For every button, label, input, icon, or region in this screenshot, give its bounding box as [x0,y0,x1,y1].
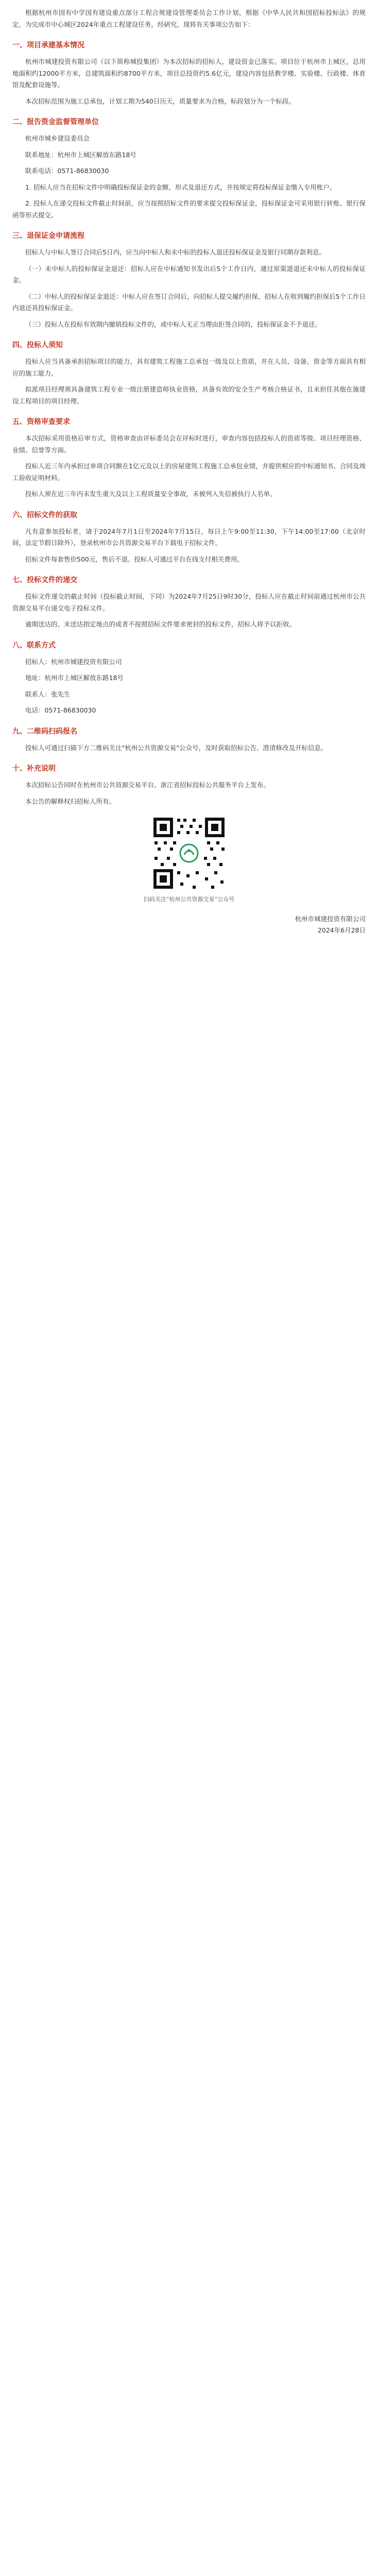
section-paragraph: 联系地址：杭州市上城区解放东路18号 [25,150,136,159]
section-paragraph: 本次招标公告同时在杭州市公共资源交易平台、浙江省招标投标公共服务平台上发布。 [25,781,270,789]
section-paragraph: 地址：杭州市上城区解放东路18号 [25,674,124,682]
section-paragraph: 电话：0571-86830030 [25,706,96,714]
section-paragraph: 2. 投标人在递交投标文件截止时间前，应当按照招标文件的要求提交投标保证金，投标保证金可采用银行转账、银行保函等形式提交。 [12,199,366,219]
section-paragraph: （二）中标人的投标保证金退还：中标人应在签订合同后，向招标人提交履约担保，招标人在收到履约担保后5个工作日内退还其投标保证金。 [12,292,366,312]
section-paragraph: 杭州市城建投资有限公司（以下简称城投集团）为本次招标的招标人，建设资金已落实。项目位于杭州市上城区，总用地面积约12000平方米，总建筑面积约8700平方米，项目总投资约5.6亿元，建设内容包括教学楼、实验楼、行政楼、体育馆及配套设施等。 [12,58,366,89]
section-heading: 二、报告资金监督管理单位 [12,118,99,126]
section-paragraph: 杭州市城乡建设委员会 [25,134,90,142]
qr-caption: 扫码关注“杭州公共资源交易”公众号 [143,896,235,903]
section-paragraph: 投标文件递交的截止时间（投标截止时间，下同）为2024年7月25日9时30分，投标人应在截止时间前通过杭州市公共资源交易平台递交电子投标文件。 [12,592,366,612]
section-heading: 五、资格审查要求 [12,418,70,426]
qr-block [138,815,240,903]
intro-paragraph: 根据杭州市国有中学国有建设重点部分工程合规建设管理委员会工作计划，根据《中华人民共和国招标投标法》的规定，为完成市中心城区2024年重点工程建设任务，经研究，现将有关事项公告如下： [12,9,366,28]
section-paragraph: 投标人须在近三年内未发生重大及以上工程质量安全事故，未被列入失信被执行人名单。 [25,490,277,498]
section-paragraph: 逾期送达的、未送达指定地点的或者不按照招标文件要求密封的投标文件，招标人将予以拒收。 [25,620,296,628]
section-paragraph: 拟派项目经理须具备建筑工程专业一级注册建造师执业资格，具备有效的安全生产考核合格证书，且未担任其他在施建设工程项目的项目经理。 [12,385,366,405]
section-paragraph: 招标文件每套售价500元，售后不退。投标人可通过平台在线支付相关费用。 [25,555,244,563]
footer-org: 杭州市城建投资有限公司 [295,915,366,923]
section-paragraph: （三）投标人在投标有效期内撤销投标文件的，或中标人无正当理由拒签合同的，投标保证金不予退还。 [25,320,322,328]
section-heading: 一、项目承建基本情况 [12,41,84,49]
section-paragraph: 本公告的解释权归招标人所有。 [25,797,116,805]
section-heading: 八、联系方式 [12,641,56,650]
document-footer [12,913,366,936]
section-paragraph: 招标人与中标人签订合同后5日内，应当向中标人和未中标的投标人退还投标保证金及银行同期存款利息。 [25,248,325,256]
qr-code-icon [150,815,228,892]
section-heading: 六、招标文件的获取 [12,511,77,519]
section-paragraph: 本次招标采用资格后审方式，资格审查由评标委员会在评标时进行，审查内容包括投标人的资质等级、项目经理资格、业绩、信誉等方面。 [12,434,366,454]
section-paragraph: 投标人可通过扫描下方二维码关注"杭州公共资源交易"公众号，及时获取招标公告、澄清修改及开标信息。 [25,743,328,752]
section-heading: 三、退保证金申请流程 [12,232,84,240]
section-paragraph: 招标人：杭州市城建投资有限公司 [25,657,122,666]
section-paragraph: 凡有意参加投标者，请于2024年7月1日至2024年7月15日，每日上午9:00至11:30，下午14:00至17:00（北京时间，法定节假日除外），登录杭州市公共资源交易平台下载电子招标文件。 [12,527,366,547]
section-heading: 四、投标人须知 [12,341,63,349]
section-paragraph: 投标人应当具备承担招标项目的能力，具有建筑工程施工总承包一级及以上资质，并在人员、设备、资金等方面具有相应的施工能力。 [12,358,366,377]
section-paragraph: 本次招标范围为施工总承包，计划工期为540日历天，质量要求为合格，标段划分为一个标段。 [25,97,295,105]
section-heading: 十、补充说明 [12,765,56,773]
section-paragraph: 联系电话：0571-86830030 [25,167,109,175]
section-paragraph: 投标人近三年内承担过单项合同额在1亿元及以上的房屋建筑工程施工总承包业绩，并提供相应的中标通知书、合同及竣工验收证明材料。 [12,462,366,482]
footer-date: 2024年6月28日 [317,926,366,934]
section-heading: 九、二维码扫码报名 [12,727,77,736]
section-heading: 七、投标文件的递交 [12,576,77,584]
section-paragraph: （一）未中标人的投标保证金退还：招标人应在中标通知书发出后5个工作日内，通过原渠道退还未中标人的投标保证金。 [12,264,366,284]
section-paragraph: 1. 招标人应当在招标文件中明确投标保证金的金额、形式及退还方式，并按规定将投标保证金缴入专用账户。 [25,183,336,191]
document-sections [12,40,366,807]
section-paragraph: 联系人：张先生 [25,690,71,698]
